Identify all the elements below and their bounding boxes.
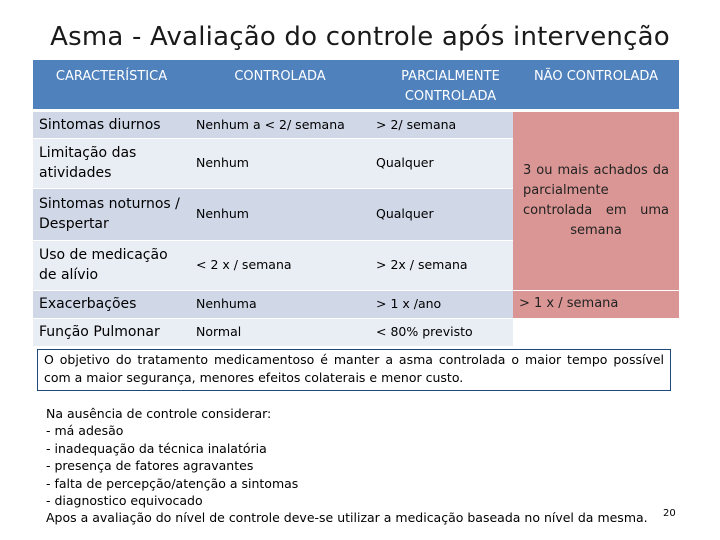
feature-cell: Exacerbações xyxy=(33,290,190,318)
note-line: - falta de percepção/atenção a sintomas xyxy=(46,475,299,491)
table-row xyxy=(33,318,679,346)
partial-cell: Qualquer xyxy=(370,188,513,240)
controlled-cell: Normal xyxy=(190,318,370,346)
empty-cell xyxy=(513,318,679,346)
header-controlled: CONTROLADA xyxy=(190,60,370,110)
absence-of-control-note xyxy=(46,405,666,527)
slide-title: Asma - Avaliação do controle após intervenção xyxy=(50,22,670,52)
feature-cell: Uso de medicação de alívio xyxy=(33,240,190,290)
header-partially-controlled xyxy=(370,60,513,110)
header-uncontrolled: NÃO CONTROLADA xyxy=(513,60,679,110)
header-partially-controlled-label: PARCIALMENTE CONTROLADA xyxy=(401,69,500,104)
note-line: Apos a avaliação do nível de controle deve-se utilizar a medicação baseada no nível da mesma. xyxy=(46,510,648,526)
controlled-cell: Nenhum xyxy=(190,188,370,240)
table-row xyxy=(33,290,679,318)
table-header-row xyxy=(33,60,679,110)
controlled-cell: Nenhum a < 2/ semana xyxy=(190,110,370,138)
feature-cell: Sintomas diurnos xyxy=(33,110,190,138)
note-line: Na ausência de controle considerar: xyxy=(46,406,272,421)
objective-note: O objetivo do tratamento medicamentoso é manter a asma controlada o maior tempo possível com a maior segurança, menores efeitos colaterais e menor custo. xyxy=(37,349,671,391)
controlled-cell: Nenhum xyxy=(190,138,370,188)
feature-cell: Função Pulmonar xyxy=(33,318,190,346)
header-characteristic: CARACTERÍSTICA xyxy=(33,60,190,110)
asthma-control-table xyxy=(33,60,679,347)
partial-cell: Qualquer xyxy=(370,138,513,188)
uncontrolled-exacerbations-cell: > 1 x / semana xyxy=(513,290,679,318)
controlled-cell: Nenhuma xyxy=(190,290,370,318)
note-line: - diagnostico equivocado xyxy=(46,493,203,509)
table-row xyxy=(33,110,679,138)
partial-cell: > 2x / semana xyxy=(370,240,513,290)
feature-cell: Limitação das atividades xyxy=(33,138,190,188)
partial-cell: > 1 x /ano xyxy=(370,290,513,318)
note-line: - presença de fatores agravantes xyxy=(46,458,254,474)
partial-cell: > 2/ semana xyxy=(370,110,513,138)
partial-cell: < 80% previsto xyxy=(370,318,513,346)
page-number: 20 xyxy=(663,508,676,519)
feature-cell: Sintomas noturnos / Despertar xyxy=(33,188,190,240)
controlled-cell: < 2 x / semana xyxy=(190,240,370,290)
uncontrolled-merged-cell: 3 ou mais achados da parcialmente controlada em uma semana xyxy=(513,110,679,290)
note-line: - inadequação da técnica inalatória xyxy=(46,440,267,456)
note-line: - má adesão xyxy=(46,423,124,439)
